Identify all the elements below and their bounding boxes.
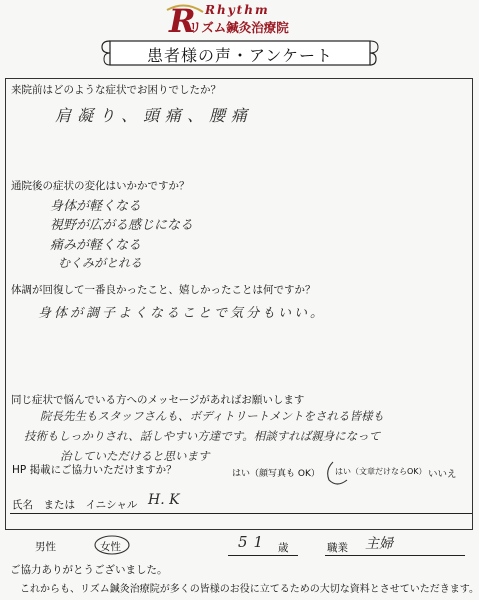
answer-2-line-3: 痛みが軽くなる xyxy=(50,238,142,253)
answer-3: 身体が調子よくなることで気分もいい。 xyxy=(38,306,327,321)
age-underline xyxy=(228,555,298,556)
age-unit: 歳 xyxy=(278,542,289,554)
hp-consent-question: HP 掲載にご協力いただけますか？ xyxy=(12,464,177,476)
answer-2-line-4: むくみがとれる xyxy=(58,256,143,270)
gender-selection-circle-icon xyxy=(92,534,132,556)
question-3: 体調が回復して一番良かったこと、嬉しかったことは何ですか？ xyxy=(11,284,316,296)
page-title: 患者様の声・アンケート xyxy=(146,46,334,65)
name-underline xyxy=(10,513,472,514)
footer-note: これからも、リズム鍼灸治療院が多くの皆様のお役に立てるための大切な資料とさせていただきます。 xyxy=(20,584,479,595)
answer-4-line-3: 治していただけると思います xyxy=(60,449,210,463)
answer-2-line-1: 身体が軽くなる xyxy=(50,199,142,214)
age-value: 51 xyxy=(238,533,270,551)
brand-logo xyxy=(165,2,325,36)
question-4: 同じ症状で悩んでいる方へのメッセージがあればお願いします xyxy=(11,394,305,406)
title-banner xyxy=(100,38,380,68)
thanks-text: ご協力ありがとうございました。 xyxy=(10,564,168,576)
question-1: 来院前はどのような症状でお困りでしたか？ xyxy=(11,84,221,96)
name-label: 氏名 または イニシャル xyxy=(12,499,138,511)
occupation-underline xyxy=(325,555,465,556)
occupation-label: 職業 xyxy=(327,542,348,554)
gender-male[interactable]: 男性 xyxy=(35,541,56,553)
answer-4-line-1: 院長先生もスタッフさんも、ボディトリートメントをされる皆様も xyxy=(40,409,384,423)
name-value: H. K xyxy=(148,492,180,508)
hp-option-yes-text[interactable]: はい（文章だけならOK） xyxy=(335,467,427,476)
hp-selection-circle-icon xyxy=(323,458,357,488)
gender-female[interactable]: 女性 xyxy=(100,541,121,553)
svg-text:R: R xyxy=(169,2,196,36)
brand-name-en: Rhythm xyxy=(205,3,270,17)
hp-option-yes-photo[interactable]: はい（顔写真も OK） xyxy=(232,469,320,479)
occupation-value: 主婦 xyxy=(365,536,393,552)
answer-2-line-2: 視野が広がる感じになる xyxy=(50,218,194,233)
brand-name-jp: リズム鍼灸治療院 xyxy=(189,20,289,35)
answer-4-line-2: 技術もしっかりされ、話しやすい方達です。相談すれば親身になって xyxy=(24,429,381,443)
hp-option-no[interactable]: いいえ xyxy=(428,469,457,480)
question-2: 通院後の症状の変化はいかかですか？ xyxy=(11,180,190,192)
answer-1: 肩凝り、頭痛、腰痛 xyxy=(55,106,254,125)
